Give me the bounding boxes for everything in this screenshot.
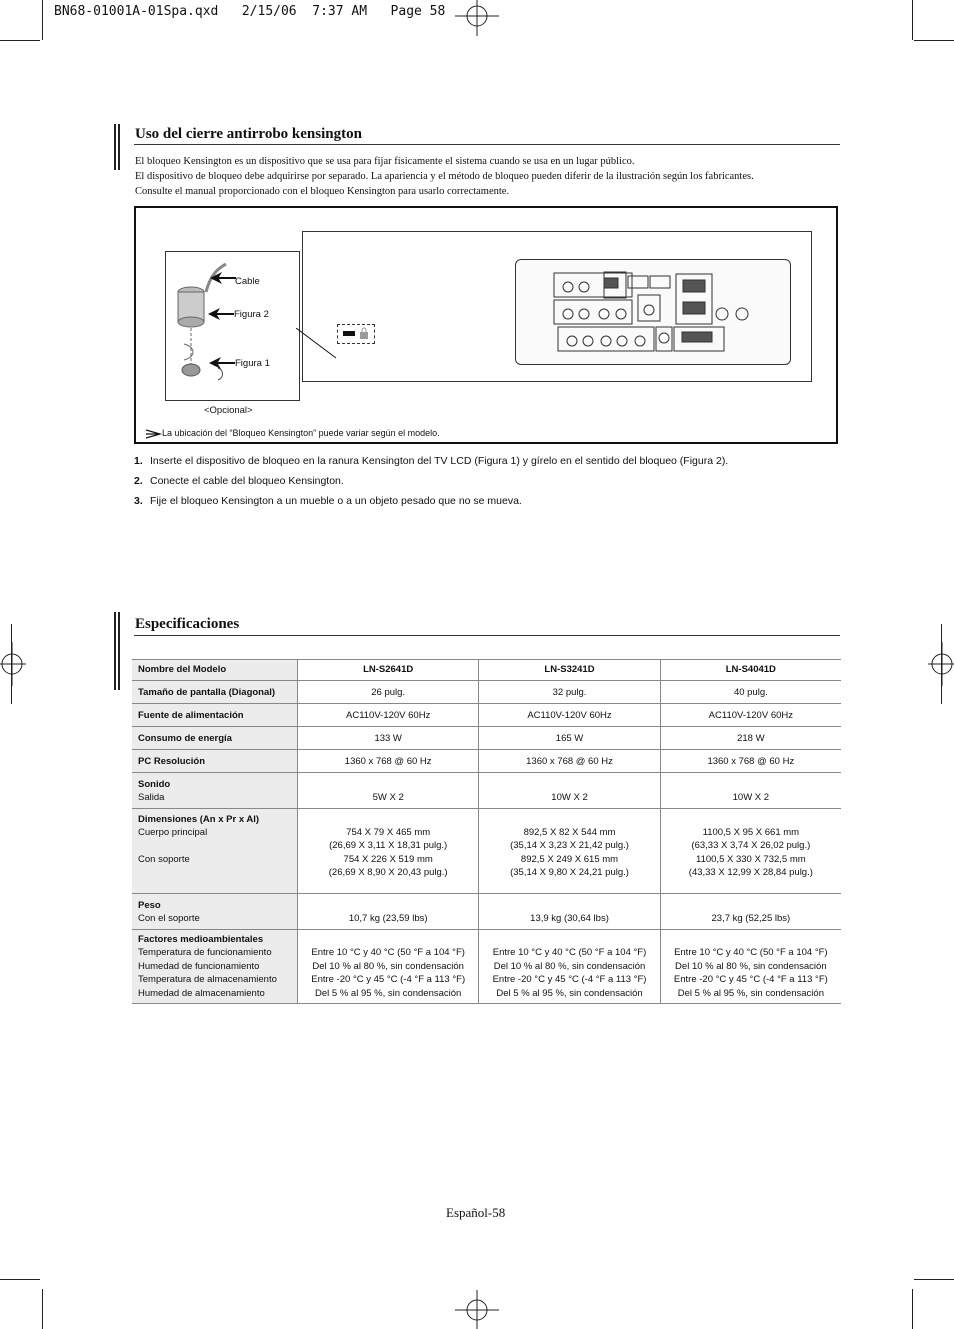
figura2-label: Figura 2 bbox=[234, 309, 269, 320]
cell-line: (26,69 X 8,90 X 20,43 pulg.) bbox=[328, 867, 448, 878]
cell-line: Entre 10 °C y 40 °C (50 °F a 104 °F) bbox=[492, 947, 647, 958]
cell-line: Entre 10 °C y 40 °C (50 °F a 104 °F) bbox=[674, 947, 828, 958]
specs-title: Especificaciones bbox=[135, 616, 240, 632]
table-cell: Nombre del Modelo bbox=[132, 660, 298, 681]
cell-line: 892,5 X 249 X 615 mm bbox=[520, 853, 619, 865]
row-sublabel: Con el soporte bbox=[138, 913, 200, 924]
step-item bbox=[134, 475, 844, 487]
table-cell: LN-S2641D bbox=[298, 660, 479, 681]
table-cell: 32 pulg. bbox=[479, 680, 660, 703]
page-number: Español-58 bbox=[446, 1205, 506, 1220]
table-cell: Consumo de energía bbox=[132, 726, 298, 749]
table-row bbox=[132, 726, 841, 749]
table-cell: LN-S4041D bbox=[660, 660, 841, 681]
table-row bbox=[132, 893, 841, 929]
row-sublabel: Humedad de funcionamiento bbox=[138, 960, 260, 972]
table-cell: 13,9 kg (30,64 lbs) bbox=[479, 893, 660, 929]
table-cell: AC110V-120V 60Hz bbox=[479, 703, 660, 726]
table-cell bbox=[660, 808, 841, 893]
kensington-title: Uso del cierre antirrobo kensington bbox=[135, 126, 362, 142]
table-cell bbox=[660, 929, 841, 1004]
step-number: 1. bbox=[134, 455, 143, 467]
cell-line: Del 10 % al 80 %, sin condensación bbox=[312, 960, 464, 972]
row-label: Sonido bbox=[138, 778, 171, 790]
steps-list bbox=[134, 455, 844, 515]
table-cell bbox=[132, 893, 298, 929]
intro-line: Consulte el manual proporcionado con el bloqueo Kensington para usarlo correctamente. bbox=[135, 186, 510, 197]
table-cell: 40 pulg. bbox=[660, 680, 841, 703]
row-sublabel: Temperatura de funcionamiento bbox=[138, 947, 272, 958]
cable-label: Cable bbox=[235, 276, 260, 287]
registration-mark-bottom bbox=[455, 1290, 499, 1329]
table-cell: 1360 x 768 @ 60 Hz bbox=[479, 749, 660, 772]
specs-table bbox=[132, 659, 841, 1004]
row-label: Peso bbox=[138, 899, 161, 911]
cell-line: 754 X 79 X 465 mm bbox=[346, 826, 431, 838]
cell-line: Del 10 % al 80 %, sin condensación bbox=[493, 960, 646, 972]
table-row bbox=[132, 929, 841, 1004]
step-text: Fije el bloqueo Kensington a un mueble o a un objeto pesado que no se mueva. bbox=[150, 495, 522, 507]
step-item bbox=[134, 455, 844, 467]
registration-mark-top bbox=[455, 0, 499, 36]
arrow-left-icon bbox=[210, 272, 236, 284]
cell-line: Entre 10 °C y 40 °C (50 °F a 104 °F) bbox=[311, 947, 465, 958]
cell-line: Del 5 % al 95 %, sin condensación bbox=[677, 987, 824, 999]
table-cell: AC110V-120V 60Hz bbox=[660, 703, 841, 726]
cell-line: (35,14 X 3,23 X 21,42 pulg.) bbox=[510, 840, 629, 851]
table-cell bbox=[298, 929, 479, 1004]
kensington-slot bbox=[337, 324, 375, 344]
table-cell: 1360 x 768 @ 60 Hz bbox=[298, 749, 479, 772]
table-header-row bbox=[132, 660, 841, 681]
cell-line: 1100,5 X 95 X 661 mm bbox=[702, 826, 800, 838]
cell-line: 1100,5 X 330 X 732,5 mm bbox=[696, 853, 806, 865]
table-cell: 1360 x 768 @ 60 Hz bbox=[660, 749, 841, 772]
table-cell bbox=[132, 808, 298, 893]
table-row bbox=[132, 680, 841, 703]
table-cell: 23,7 kg (52,25 lbs) bbox=[660, 893, 841, 929]
row-label: Dimensiones (An x Pr x Al) bbox=[138, 813, 260, 825]
lock-illustration-panel bbox=[165, 251, 300, 401]
cell-line: (35,14 X 9,80 X 24,21 pulg.) bbox=[510, 867, 629, 878]
cell-line: Del 5 % al 95 %, sin condensación bbox=[496, 987, 643, 999]
table-cell: Tamaño de pantalla (Diagonal) bbox=[132, 680, 298, 703]
row-sublabel: Humedad de almacenamiento bbox=[138, 987, 265, 999]
table-cell: 133 W bbox=[298, 726, 479, 749]
tv-rear-panel bbox=[302, 231, 812, 382]
table-cell: PC Resolución bbox=[132, 749, 298, 772]
table-row bbox=[132, 749, 841, 772]
figure-note: La ubicación del “Bloqueo Kensington” puede variar según el modelo. bbox=[162, 428, 440, 438]
optional-label: <Opcional> bbox=[204, 405, 253, 416]
figura1-label: Figura 1 bbox=[235, 358, 270, 369]
arrow-left-icon bbox=[208, 308, 234, 320]
table-cell bbox=[479, 808, 660, 893]
intro-line: El bloqueo Kensington es un dispositivo que se usa para fijar físicamente el sistema cuando se usa en un lugar público. bbox=[135, 156, 635, 167]
table-row bbox=[132, 808, 841, 893]
table-cell: 10W X 2 bbox=[660, 772, 841, 808]
step-text: Conecte el cable del bloqueo Kensington. bbox=[150, 475, 344, 487]
row-sublabel: Temperatura de almacenamiento bbox=[138, 974, 277, 985]
row-sublabel: Cuerpo principal bbox=[138, 827, 208, 838]
cell-line: (26,69 X 3,11 X 18,31 pulg.) bbox=[329, 840, 448, 851]
cell-line: Del 5 % al 95 %, sin condensación bbox=[315, 987, 462, 999]
cell-line: Entre -20 °C y 45 °C (-4 °F a 113 °F) bbox=[492, 974, 647, 985]
row-label: Factores medioambientales bbox=[138, 933, 264, 945]
table-cell: AC110V-120V 60Hz bbox=[298, 703, 479, 726]
arrow-left-icon bbox=[209, 357, 235, 369]
table-cell bbox=[298, 808, 479, 893]
cell-line: Del 10 % al 80 %, sin condensación bbox=[675, 960, 827, 972]
cell-line: 754 X 226 X 519 mm bbox=[343, 853, 433, 865]
table-row bbox=[132, 772, 841, 808]
table-cell: Fuente de alimentación bbox=[132, 703, 298, 726]
cell-line: (63,33 X 3,74 X 26,02 pulg.) bbox=[691, 840, 811, 851]
registration-mark-left bbox=[0, 642, 26, 686]
lock-icon bbox=[359, 327, 369, 339]
step-number: 2. bbox=[134, 475, 143, 487]
table-row bbox=[132, 703, 841, 726]
table-cell: 10W X 2 bbox=[479, 772, 660, 808]
table-cell bbox=[132, 929, 298, 1004]
cell-line: (43,33 X 12,99 X 28,84 pulg.) bbox=[688, 867, 813, 878]
intro-line: El dispositivo de bloqueo debe adquirirse por separado. La apariencia y el método de bloqueo pueden diferir de la ilustración según los fabricantes. bbox=[135, 171, 754, 182]
table-cell: 26 pulg. bbox=[298, 680, 479, 703]
kensington-figure bbox=[134, 206, 838, 444]
connector-panel bbox=[515, 259, 791, 365]
step-item bbox=[134, 495, 844, 507]
input-jacks-icon bbox=[516, 260, 790, 364]
cell-line: Entre -20 °C y 45 °C (-4 °F a 113 °F) bbox=[673, 974, 828, 985]
table-cell bbox=[132, 772, 298, 808]
table-cell: 165 W bbox=[479, 726, 660, 749]
cell-line: 892,5 X 82 X 544 mm bbox=[523, 826, 616, 838]
table-cell bbox=[479, 929, 660, 1004]
cell-line: Entre -20 °C y 45 °C (-4 °F a 113 °F) bbox=[311, 974, 466, 985]
table-cell: LN-S3241D bbox=[479, 660, 660, 681]
step-number: 3. bbox=[134, 495, 143, 507]
row-sublabel: Con soporte bbox=[138, 854, 190, 865]
step-text: Inserte el dispositivo de bloqueo en la ranura Kensington del TV LCD (Figura 1) y gírelo en el sentido del bloqueo (Figura 2). bbox=[150, 455, 729, 467]
row-sublabel: Salida bbox=[138, 792, 165, 803]
table-cell: 218 W bbox=[660, 726, 841, 749]
print-slug: BN68-01001A-01Spa.qxd 2/15/06 7:37 AM Page 58 bbox=[54, 4, 446, 19]
table-cell: 5W X 2 bbox=[298, 772, 479, 808]
kensington-intro bbox=[135, 154, 835, 199]
table-cell: 10,7 kg (23,59 lbs) bbox=[298, 893, 479, 929]
